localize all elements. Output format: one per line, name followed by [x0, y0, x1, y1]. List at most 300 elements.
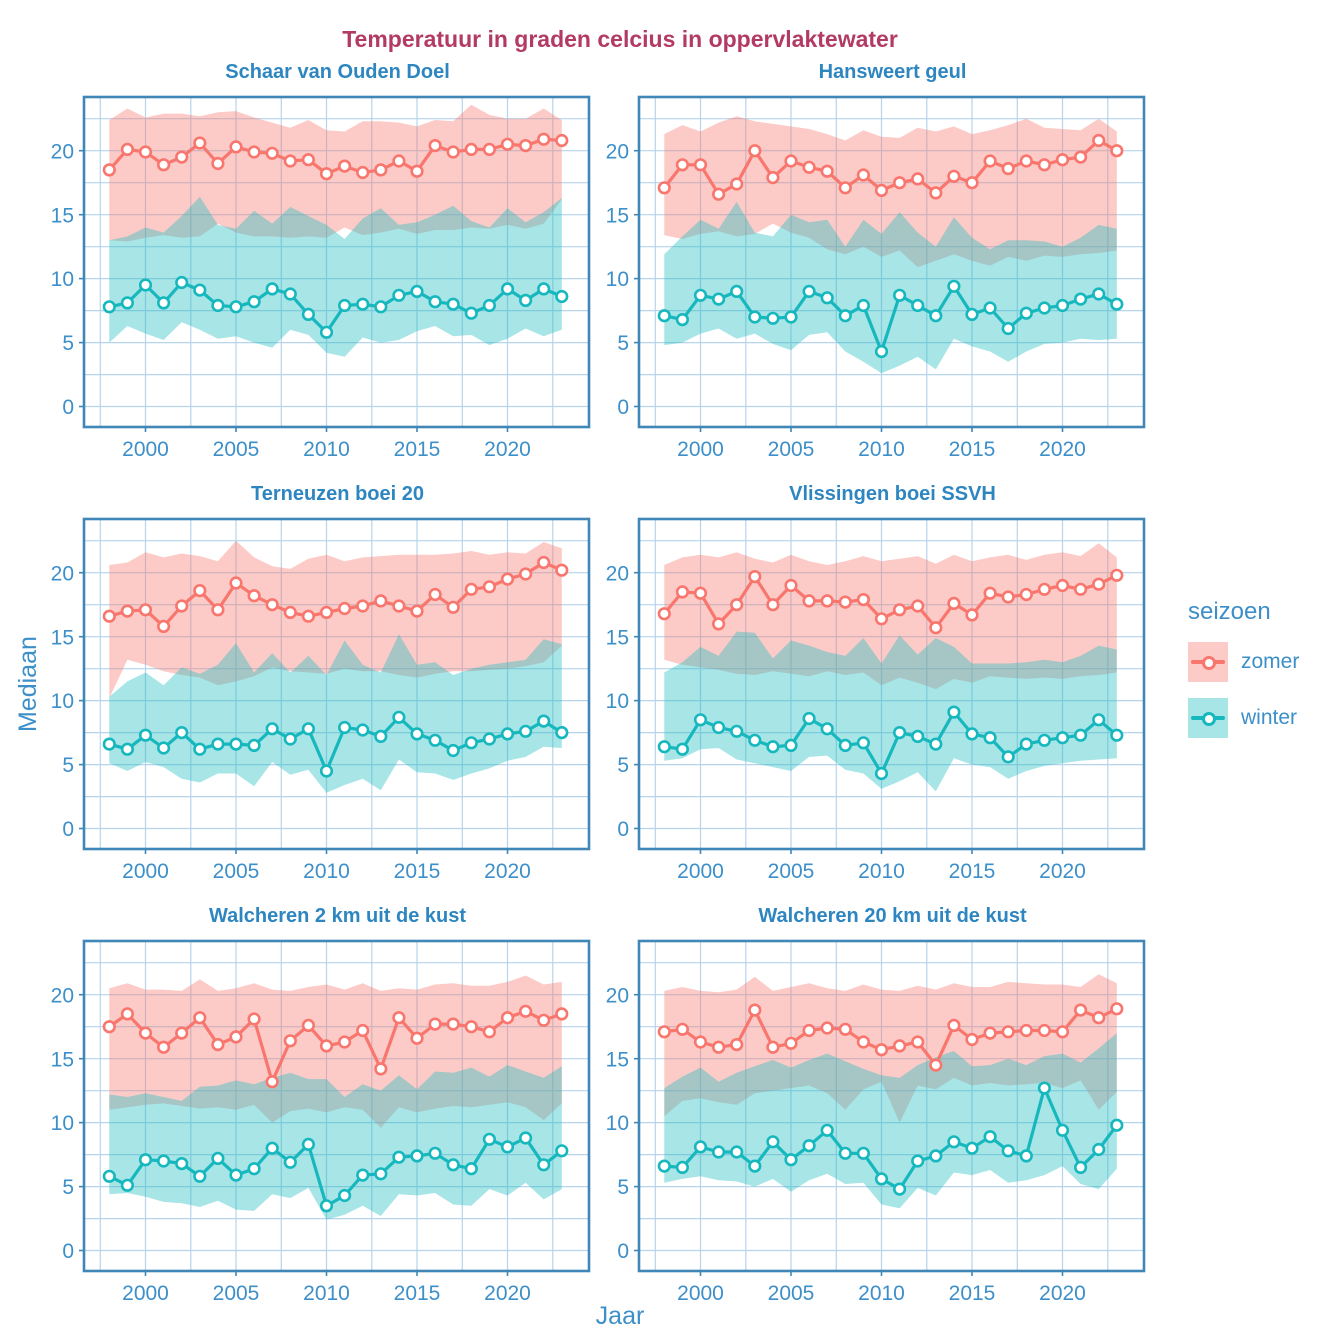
y-tick-label: 10 [50, 1112, 74, 1136]
zomer-point [750, 1005, 761, 1016]
winter-point [876, 1174, 887, 1185]
winter-point [894, 290, 905, 301]
winter-point [376, 731, 387, 742]
winter-point [412, 1151, 423, 1162]
zomer-point [1075, 584, 1086, 595]
zomer-point [713, 1042, 724, 1053]
zomer-point [1075, 1005, 1086, 1016]
zomer-point [520, 1006, 531, 1017]
winter-point [538, 284, 549, 295]
zomer-point [213, 605, 224, 616]
winter-point [321, 327, 332, 338]
winter-point [520, 295, 531, 306]
x-tick-label: 2010 [858, 860, 905, 883]
winter-point [876, 768, 887, 779]
winter-point [267, 1143, 278, 1154]
winter-point [949, 707, 960, 718]
y-tick-label: 5 [62, 1176, 74, 1200]
zomer-point [339, 161, 350, 172]
zomer-point [484, 1027, 495, 1038]
winter-point [967, 1143, 978, 1154]
panel-title: Walcheren 2 km uit de kust [208, 905, 467, 927]
zomer-point [176, 152, 187, 163]
zomer-point [659, 608, 670, 619]
zomer-point [321, 1041, 332, 1052]
winter-point [931, 310, 942, 321]
zomer-point [430, 1019, 441, 1030]
zomer-point [448, 147, 459, 158]
zomer-point [731, 1039, 742, 1050]
winter-point [195, 285, 206, 296]
winter-point [786, 312, 797, 323]
zomer-point [195, 1012, 206, 1023]
zomer-point [768, 599, 779, 610]
zomer-point [104, 1021, 115, 1032]
winter-point [858, 300, 869, 311]
winter-point [659, 310, 670, 321]
winter-point [822, 1125, 833, 1136]
y-tick-label: 15 [605, 1048, 629, 1072]
winter-point [104, 302, 115, 313]
zomer-point [876, 185, 887, 196]
winter-point [448, 1160, 459, 1171]
zomer-point [502, 139, 513, 150]
x-tick-label: 2000 [122, 1282, 169, 1305]
zomer-point [249, 147, 260, 158]
winter-point [249, 740, 260, 751]
zomer-point [538, 1015, 549, 1026]
zomer-point [822, 596, 833, 607]
zomer-point [484, 144, 495, 155]
winter-point [1003, 752, 1014, 763]
zomer-point [122, 1009, 133, 1020]
zomer-point [448, 602, 459, 613]
winter-point [912, 731, 923, 742]
winter-point [466, 308, 477, 319]
zomer-point [1039, 1025, 1050, 1036]
zomer-point [394, 601, 405, 612]
winter-point [412, 729, 423, 740]
zomer-point [104, 611, 115, 622]
x-tick-label: 2000 [122, 438, 169, 461]
winter-point [677, 314, 688, 325]
zomer-point [1112, 1004, 1123, 1015]
zomer-point [822, 1023, 833, 1034]
zomer-point [1021, 1025, 1032, 1036]
winter-point [430, 1148, 441, 1159]
winter-point [1112, 299, 1123, 310]
winter-point [695, 290, 706, 301]
winter-point [1057, 300, 1068, 311]
zomer-point [285, 1036, 296, 1047]
winter-point [912, 1156, 923, 1167]
panel-chart [593, 509, 1146, 891]
legend-title: seizoen [1188, 598, 1271, 625]
zomer-point [394, 1012, 405, 1023]
winter-point [804, 1140, 815, 1151]
winter-point [231, 739, 242, 750]
winter-point [394, 712, 405, 723]
zomer-point [339, 603, 350, 614]
winter-point [695, 715, 706, 726]
winter-point [520, 1133, 531, 1144]
zomer-point [985, 1028, 996, 1039]
x-tick-label: 2000 [122, 860, 169, 883]
winter-point [822, 724, 833, 735]
winter-point [786, 740, 797, 751]
zomer-point [466, 584, 477, 595]
zomer-point [894, 177, 905, 188]
x-tick-label: 2020 [484, 860, 531, 883]
panel-terneuzen-boei-20 [38, 482, 591, 896]
x-axis-label: Jaar [595, 1302, 645, 1330]
zomer-point [376, 165, 387, 176]
winter-point [538, 716, 549, 727]
zomer-point [931, 622, 942, 633]
winter-key-point-icon [1202, 712, 1216, 726]
winter-point [731, 1147, 742, 1158]
winter-point [1057, 732, 1068, 743]
winter-point [768, 1137, 779, 1148]
winter-key-swatch [1188, 698, 1228, 738]
zomer-point [213, 1039, 224, 1050]
panel-chart [593, 931, 1146, 1313]
zomer-point [1003, 592, 1014, 603]
x-tick-label: 2010 [858, 438, 905, 461]
winter-point [249, 1163, 260, 1174]
zomer-point [659, 183, 670, 194]
y-tick-label: 5 [617, 754, 629, 778]
winter-point [122, 744, 133, 755]
winter-point [412, 286, 423, 297]
zomer-point [520, 140, 531, 151]
zomer-point [502, 1012, 513, 1023]
winter-point [466, 1163, 477, 1174]
winter-point [122, 298, 133, 309]
x-tick-label: 2005 [767, 860, 815, 883]
zomer-point [858, 594, 869, 605]
panel-title: Hansweert geul [818, 61, 967, 83]
x-tick-label: 2000 [677, 1282, 724, 1305]
zomer-point [840, 597, 851, 608]
y-tick-label: 20 [605, 140, 629, 164]
zomer-point [876, 1044, 887, 1055]
zomer-point [303, 1020, 314, 1031]
winter-point [158, 1156, 169, 1167]
zomer-point [321, 168, 332, 179]
zomer-point [949, 1020, 960, 1031]
zomer-point [840, 183, 851, 194]
zomer-point [303, 154, 314, 165]
winter-point [285, 1157, 296, 1168]
zomer-point [985, 156, 996, 167]
winter-point [303, 309, 314, 320]
x-tick-label: 2010 [303, 438, 350, 461]
zomer-point [1057, 154, 1068, 165]
y-axis-label: Mediaan [14, 636, 42, 732]
winter-point [484, 300, 495, 311]
zomer-point [695, 588, 706, 599]
winter-point [786, 1154, 797, 1165]
legend-label-winter: winter [1241, 706, 1298, 729]
winter-point [502, 1142, 513, 1153]
zomer-point [176, 1028, 187, 1039]
winter-point [822, 293, 833, 304]
y-tick-label: 0 [617, 818, 629, 842]
winter-point [1003, 1146, 1014, 1157]
winter-point [339, 300, 350, 311]
y-tick-label: 0 [617, 396, 629, 420]
winter-point [502, 729, 513, 740]
zomer-point [1075, 152, 1086, 163]
winter-point [176, 277, 187, 288]
x-tick-label: 2005 [212, 438, 260, 461]
zomer-point [213, 158, 224, 169]
zomer-point [659, 1027, 670, 1038]
winter-point [339, 1190, 350, 1201]
y-tick-label: 5 [62, 332, 74, 356]
winter-point [949, 281, 960, 292]
winter-point [357, 299, 368, 310]
y-tick-label: 5 [617, 1176, 629, 1200]
x-tick-label: 2000 [677, 438, 724, 461]
zomer-point [158, 160, 169, 171]
zomer-point [140, 147, 151, 158]
zomer-point [448, 1019, 459, 1030]
zomer-point [967, 1034, 978, 1045]
winter-point [140, 280, 151, 291]
winter-point [1093, 1144, 1104, 1155]
winter-point [1021, 739, 1032, 750]
zomer-point [538, 134, 549, 145]
zomer-point [786, 156, 797, 167]
zomer-point [750, 145, 761, 156]
winter-point [195, 744, 206, 755]
winter-point [1021, 1151, 1032, 1162]
y-tick-label: 20 [50, 140, 74, 164]
zomer-point [1039, 584, 1050, 595]
x-tick-label: 2005 [767, 438, 815, 461]
zomer-point [822, 166, 833, 177]
zomer-key-swatch [1188, 642, 1228, 682]
winter-point [267, 284, 278, 295]
y-tick-label: 15 [605, 626, 629, 650]
winter-point [520, 726, 531, 737]
winter-point [122, 1180, 133, 1191]
winter-point [176, 727, 187, 738]
panel-vlissingen-boei-ssvh [593, 482, 1146, 896]
winter-point [231, 302, 242, 313]
y-tick-label: 0 [617, 1240, 629, 1264]
zomer-point [412, 606, 423, 617]
x-tick-label: 2010 [303, 1282, 350, 1305]
zomer-point [122, 144, 133, 155]
winter-point [858, 1148, 869, 1159]
winter-point [985, 303, 996, 314]
panel-walcheren-2km [38, 904, 591, 1318]
zomer-point [231, 578, 242, 589]
zomer-point [430, 589, 441, 600]
zomer-point [394, 156, 405, 167]
x-tick-label: 2010 [303, 860, 350, 883]
winter-point [1112, 1120, 1123, 1131]
legend-item-winter [1188, 698, 1338, 738]
zomer-point [267, 148, 278, 159]
zomer-point [195, 585, 206, 596]
panel-chart [38, 509, 591, 891]
zomer-point [376, 596, 387, 607]
panel-title: Terneuzen boei 20 [250, 483, 424, 505]
y-tick-label: 10 [50, 268, 74, 292]
winter-point [231, 1170, 242, 1181]
panel-schaar-van-ouden-doel [38, 60, 591, 474]
x-tick-label: 2005 [212, 1282, 260, 1305]
zomer-point [484, 582, 495, 593]
zomer-point [985, 588, 996, 599]
winter-point [285, 734, 296, 745]
winter-point [659, 741, 670, 752]
zomer-point [357, 601, 368, 612]
y-tick-label: 10 [605, 690, 629, 714]
y-tick-label: 5 [617, 332, 629, 356]
zomer-point [140, 1028, 151, 1039]
y-tick-label: 0 [62, 818, 74, 842]
zomer-point [466, 144, 477, 155]
legend-label-zomer: zomer [1241, 650, 1300, 673]
x-tick-label: 2010 [858, 1282, 905, 1305]
x-tick-label: 2015 [948, 860, 996, 883]
zomer-point [1039, 160, 1050, 171]
y-tick-label: 15 [50, 626, 74, 650]
zomer-point [876, 614, 887, 625]
winter-point [731, 726, 742, 737]
zomer-point [195, 138, 206, 149]
zomer-point [912, 1037, 923, 1048]
winter-point [840, 740, 851, 751]
winter-point [321, 766, 332, 777]
y-tick-label: 20 [50, 562, 74, 586]
zomer-point [912, 601, 923, 612]
zomer-point [357, 1025, 368, 1036]
zomer-point [949, 171, 960, 182]
winter-point [339, 722, 350, 733]
winter-point [303, 1139, 314, 1150]
zomer-point [557, 135, 568, 146]
winter-point [750, 735, 761, 746]
winter-point [484, 1134, 495, 1145]
winter-point [1075, 730, 1086, 741]
winter-point [303, 724, 314, 735]
winter-point [394, 1152, 405, 1163]
zomer-point [249, 590, 260, 601]
facet-grid [38, 60, 1146, 1318]
y-tick-label: 10 [605, 1112, 629, 1136]
winter-point [484, 734, 495, 745]
winter-point [804, 286, 815, 297]
winter-point [502, 284, 513, 295]
winter-point [1093, 715, 1104, 726]
y-tick-label: 15 [605, 204, 629, 228]
panel-title: Vlissingen boei SSVH [789, 483, 996, 505]
winter-point [1057, 1125, 1068, 1136]
legend-item-zomer [1188, 642, 1338, 682]
x-tick-label: 2005 [767, 1282, 815, 1305]
zomer-point [894, 1041, 905, 1052]
winter-point [557, 291, 568, 302]
zomer-point [967, 610, 978, 621]
zomer-point [804, 1025, 815, 1036]
x-tick-label: 2020 [484, 438, 531, 461]
winter-point [285, 289, 296, 300]
y-tick-label: 20 [605, 984, 629, 1008]
winter-point [357, 1170, 368, 1181]
zomer-point [677, 160, 688, 171]
panel-chart [38, 931, 591, 1313]
winter-point [750, 312, 761, 323]
winter-point [104, 739, 115, 750]
panel-chart [593, 87, 1146, 469]
zomer-key-point-icon [1202, 656, 1216, 670]
zomer-point [267, 599, 278, 610]
zomer-point [768, 1042, 779, 1053]
winter-point [894, 727, 905, 738]
zomer-point [357, 167, 368, 178]
winter-point [713, 294, 724, 305]
winter-point [213, 1153, 224, 1164]
winter-point [985, 732, 996, 743]
winter-point [677, 1162, 688, 1173]
zomer-point [1112, 570, 1123, 581]
zomer-point [520, 569, 531, 580]
zomer-point [786, 580, 797, 591]
winter-point [750, 1161, 761, 1172]
y-tick-label: 15 [50, 1048, 74, 1072]
zomer-point [376, 1064, 387, 1075]
winter-point [876, 346, 887, 357]
winter-point [267, 724, 278, 735]
winter-point [158, 298, 169, 309]
zomer-point [1093, 135, 1104, 146]
winter-point [840, 1148, 851, 1159]
legend [1188, 598, 1338, 754]
zomer-point [1112, 145, 1123, 156]
zomer-point [1057, 1027, 1068, 1038]
zomer-point [1021, 156, 1032, 167]
zomer-point [339, 1037, 350, 1048]
figure-title: Temperatuur in graden celcius in oppervlaktewater [342, 26, 898, 52]
winter-point [1039, 735, 1050, 746]
zomer-point [104, 165, 115, 176]
zomer-point [840, 1024, 851, 1035]
zomer-point [894, 605, 905, 616]
winter-point [695, 1142, 706, 1153]
winter-point [804, 713, 815, 724]
x-tick-label: 2020 [484, 1282, 531, 1305]
zomer-point [231, 1032, 242, 1043]
winter-point [713, 1147, 724, 1158]
winter-point [394, 290, 405, 301]
winter-point [768, 741, 779, 752]
zomer-point [695, 1037, 706, 1048]
winter-point [195, 1171, 206, 1182]
zomer-point [731, 599, 742, 610]
zomer-point [931, 188, 942, 199]
zomer-point [231, 142, 242, 153]
winter-point [140, 730, 151, 741]
zomer-point [466, 1021, 477, 1032]
y-tick-label: 0 [62, 1240, 74, 1264]
panel-title: Schaar van Ouden Doel [225, 61, 450, 83]
